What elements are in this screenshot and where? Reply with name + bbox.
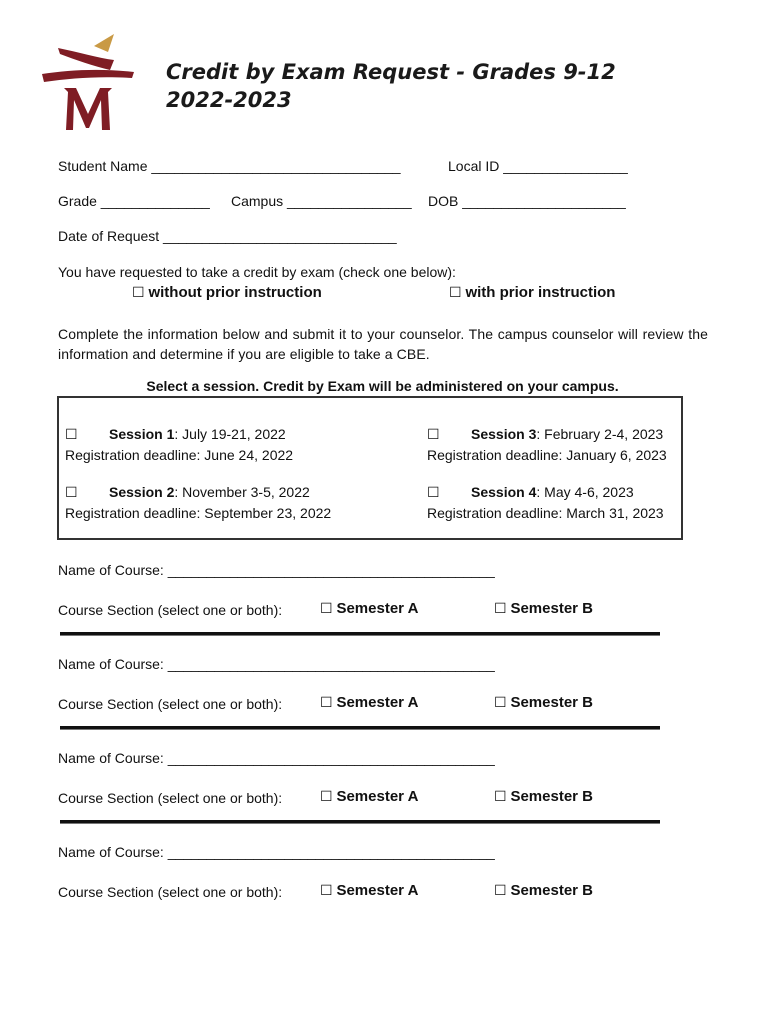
request-prompt: You have requested to take a credit by exam (check one below):: [58, 264, 456, 280]
logo-gold-flag: [94, 34, 114, 52]
checkbox-icon[interactable]: ☐: [449, 285, 462, 301]
course-3-name-field[interactable]: Name of Course: __________________________________________: [58, 750, 495, 766]
semester-a-label: Semester A: [336, 694, 419, 711]
course-4-semester-b[interactable]: [494, 882, 593, 899]
divider-line: [60, 726, 660, 730]
option-with-prior-instruction[interactable]: [449, 284, 615, 301]
instructions-paragraph: Complete the information below and submit it to your counselor. The campus counselor will review the information and determine if you are eligible to take a CBE.: [58, 326, 708, 362]
logo-swoosh-mid: [42, 70, 134, 82]
local-id-field[interactable]: Local ID ________________: [448, 158, 628, 174]
semester-b-label: Semester B: [510, 600, 593, 617]
session-2-option[interactable]: [65, 482, 331, 523]
option-with-label: with prior instruction: [465, 284, 616, 301]
checkbox-icon[interactable]: ☐: [494, 883, 507, 899]
checkbox-icon[interactable]: ☐: [65, 485, 78, 501]
course-2-name-field[interactable]: Name of Course: __________________________________________: [58, 656, 495, 672]
semester-a-label: Semester A: [336, 882, 419, 899]
course-3-semester-b[interactable]: [494, 788, 593, 805]
semester-b-label: Semester B: [510, 882, 593, 899]
divider-line: [60, 820, 660, 824]
session-deadline: Registration deadline: June 24, 2022: [65, 447, 294, 463]
dob-field[interactable]: DOB _____________________: [428, 193, 626, 209]
divider-line: [60, 632, 660, 636]
course-1-semester-b[interactable]: [494, 600, 593, 617]
course-2-semester-a[interactable]: [320, 694, 418, 711]
session-label: Session 3: [471, 426, 537, 442]
form-title-line1: Credit by Exam Request - Grades 9-12: [166, 60, 616, 84]
session-dates: : July 19-21, 2022: [174, 426, 286, 442]
form-title: [166, 58, 616, 114]
session-dates: : November 3-5, 2022: [174, 484, 310, 500]
checkbox-icon[interactable]: ☐: [427, 427, 440, 443]
option-without-prior-instruction[interactable]: [132, 284, 322, 301]
session-dates: : May 4-6, 2023: [536, 484, 634, 500]
checkbox-icon[interactable]: ☐: [320, 695, 333, 711]
course-1-semester-a[interactable]: [320, 600, 418, 617]
course-3-section-label: Course Section (select one or both):: [58, 790, 283, 806]
checkbox-icon[interactable]: ☐: [494, 601, 507, 617]
session-dates: : February 2-4, 2023: [536, 426, 664, 442]
campus-field[interactable]: Campus ________________: [231, 193, 412, 209]
checkbox-icon[interactable]: ☐: [65, 427, 78, 443]
checkbox-icon[interactable]: ☐: [320, 789, 333, 805]
course-1-name-field[interactable]: Name of Course: __________________________________________: [58, 562, 495, 578]
course-4-semester-a[interactable]: [320, 882, 418, 899]
checkbox-icon[interactable]: ☐: [320, 883, 333, 899]
semester-a-label: Semester A: [336, 600, 419, 617]
semester-a-label: Semester A: [336, 788, 419, 805]
session-1-option[interactable]: [65, 424, 293, 465]
form-title-line2: 2022-2023: [166, 88, 292, 112]
session-deadline: Registration deadline: March 31, 2023: [427, 505, 664, 521]
semester-b-label: Semester B: [510, 694, 593, 711]
student-name-field[interactable]: Student Name ________________________________: [58, 158, 401, 174]
checkbox-icon[interactable]: ☐: [494, 695, 507, 711]
session-heading: Select a session. Credit by Exam will be administered on your campus.: [146, 378, 619, 394]
option-without-label: without prior instruction: [148, 284, 322, 301]
checkbox-icon[interactable]: ☐: [132, 285, 145, 301]
semester-b-label: Semester B: [510, 788, 593, 805]
district-logo: [38, 30, 138, 134]
checkbox-icon[interactable]: ☐: [320, 601, 333, 617]
course-4-name-field[interactable]: Name of Course: __________________________________________: [58, 844, 495, 860]
session-label: Session 2: [109, 484, 175, 500]
session-3-option[interactable]: [427, 424, 667, 465]
session-deadline: Registration deadline: September 23, 2022: [65, 505, 332, 521]
checkbox-icon[interactable]: ☐: [427, 485, 440, 501]
course-1-section-label: Course Section (select one or both):: [58, 602, 283, 618]
course-2-semester-b[interactable]: [494, 694, 593, 711]
session-4-option[interactable]: [427, 482, 664, 523]
session-label: Session 4: [471, 484, 537, 500]
session-deadline: Registration deadline: January 6, 2023: [427, 447, 667, 463]
course-4-section-label: Course Section (select one or both):: [58, 884, 283, 900]
logo-swoosh-top: [58, 48, 114, 70]
session-label: Session 1: [109, 426, 175, 442]
grade-field[interactable]: Grade ______________: [58, 193, 210, 209]
course-2-section-label: Course Section (select one or both):: [58, 696, 283, 712]
logo-m-letter: [64, 88, 112, 130]
checkbox-icon[interactable]: ☐: [494, 789, 507, 805]
course-3-semester-a[interactable]: [320, 788, 418, 805]
date-of-request-field[interactable]: Date of Request ______________________________: [58, 228, 397, 244]
session-selection-box: [57, 396, 683, 540]
